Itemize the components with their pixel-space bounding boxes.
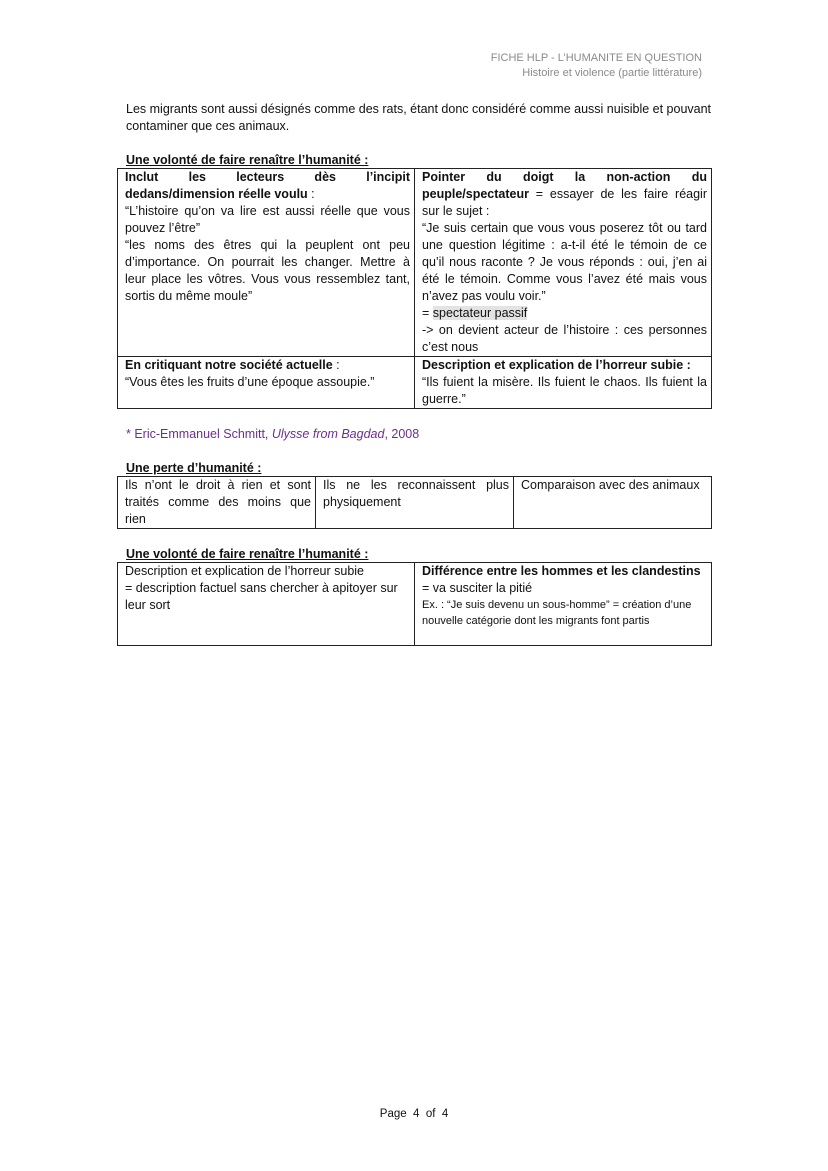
highlighted-text: spectateur passif (432, 306, 528, 320)
source-title: Ulysse from Bagdad (271, 427, 385, 441)
incipit-quote-1: “L’histoire qu’on va lire est aussi réelle que vous pouvez l’être” (125, 204, 410, 235)
cell-heading-colon: : (332, 358, 340, 372)
cell-heading: Différence entre les hommes et les clandestins (422, 564, 701, 578)
description-detail: = description factuel sans chercher à apitoyer sur leur sort (125, 581, 398, 612)
section-title-renaitre: Une volonté de faire renaître l’humanité : (126, 153, 369, 167)
table-cell: Ils n’ont le droit à rien et sont traités comme des moins que rien (118, 477, 316, 529)
perte-table (117, 476, 712, 529)
page-header (491, 51, 702, 81)
table-row (118, 169, 712, 357)
description-line: Description et explication de l’horreur subie (125, 564, 365, 578)
table-cell (118, 169, 415, 357)
arrow-note: -> on devient acteur de l’histoire : ces personnes c’est nous (422, 323, 707, 354)
page-of: of (425, 1108, 436, 1120)
equals-sign: = (422, 306, 433, 320)
source-author: * Eric-Emmanuel Schmitt, (126, 427, 272, 441)
table-cell: Comparaison avec des animaux (514, 477, 712, 529)
table-row (118, 357, 712, 409)
table-cell (415, 563, 712, 646)
table-cell (118, 563, 415, 646)
header-subtitle: Histoire et violence (partie littérature) (522, 67, 702, 79)
table-row (118, 563, 712, 646)
cell-heading-colon: : (307, 187, 315, 201)
page-footer (0, 1106, 828, 1123)
table-cell (415, 169, 712, 357)
cell-heading: Pointer du doigt la non-action du peuple/spectateur (422, 170, 707, 201)
page-label: Page (379, 1108, 407, 1120)
narrator-quote: “Je suis certain que vous vous poserez tôt ou tard une question légitime : a-t-il été le témoin de ce qu’il nous raconte ? Je vous réponds : oui, j’en ai été le témoin. Comme vous l’avez été mais vous n’avez pas voulu voir.” (422, 221, 707, 303)
intro-paragraph: Les migrants sont aussi désignés comme des rats, étant donc considéré comme aussi nuisible et pouvant contaminer que ces animaux. (126, 102, 712, 133)
source-citation (126, 426, 419, 443)
cell-heading: Description et explication de l’horreur subie : (422, 358, 691, 372)
cell-heading-rest: = essayer de les faire réagir sur le sujet : (422, 187, 707, 218)
header-title: FICHE HLP - L’HUMANITE EN QUESTION (490, 52, 702, 64)
incipit-quote-2: “les noms des êtres qui la peuplent ont peu d’importance. On pourrait les changer. Mettre à leur place les vôtres. Vous vous ressemblez tant, sortis du même moule” (125, 238, 410, 303)
cell-heading-rest: = va susciter la pitié (422, 581, 533, 595)
section-title-perte: Une perte d’humanité : (126, 461, 262, 475)
page-total: 4 (441, 1108, 449, 1120)
table-row (118, 477, 712, 529)
table-cell (415, 357, 712, 409)
cell-heading: Inclut les lecteurs dès l’incipit dedans/dimension réelle voulu (125, 170, 410, 201)
source-year: , 2008 (384, 427, 420, 441)
renaitre-table-2 (117, 562, 712, 646)
page-current: 4 (413, 1108, 420, 1120)
horror-quote: “Ils fuient la misère. Ils fuient le chaos. Ils fuient la guerre.” (422, 375, 707, 406)
renaitre-table (117, 168, 712, 409)
table-cell (118, 357, 415, 409)
table-cell: Ils ne les reconnaissent plus physiquement (316, 477, 514, 529)
society-quote: “Vous êtes les fruits d’une époque assoupie.” (125, 375, 375, 389)
section-title-renaitre-2: Une volonté de faire renaître l’humanité : (126, 547, 369, 561)
cell-heading: En critiquant notre société actuelle (125, 358, 333, 372)
example-note: Ex. : “Je suis devenu un sous-homme” = création d’une nouvelle catégorie dont les migrants font partis (422, 599, 692, 627)
